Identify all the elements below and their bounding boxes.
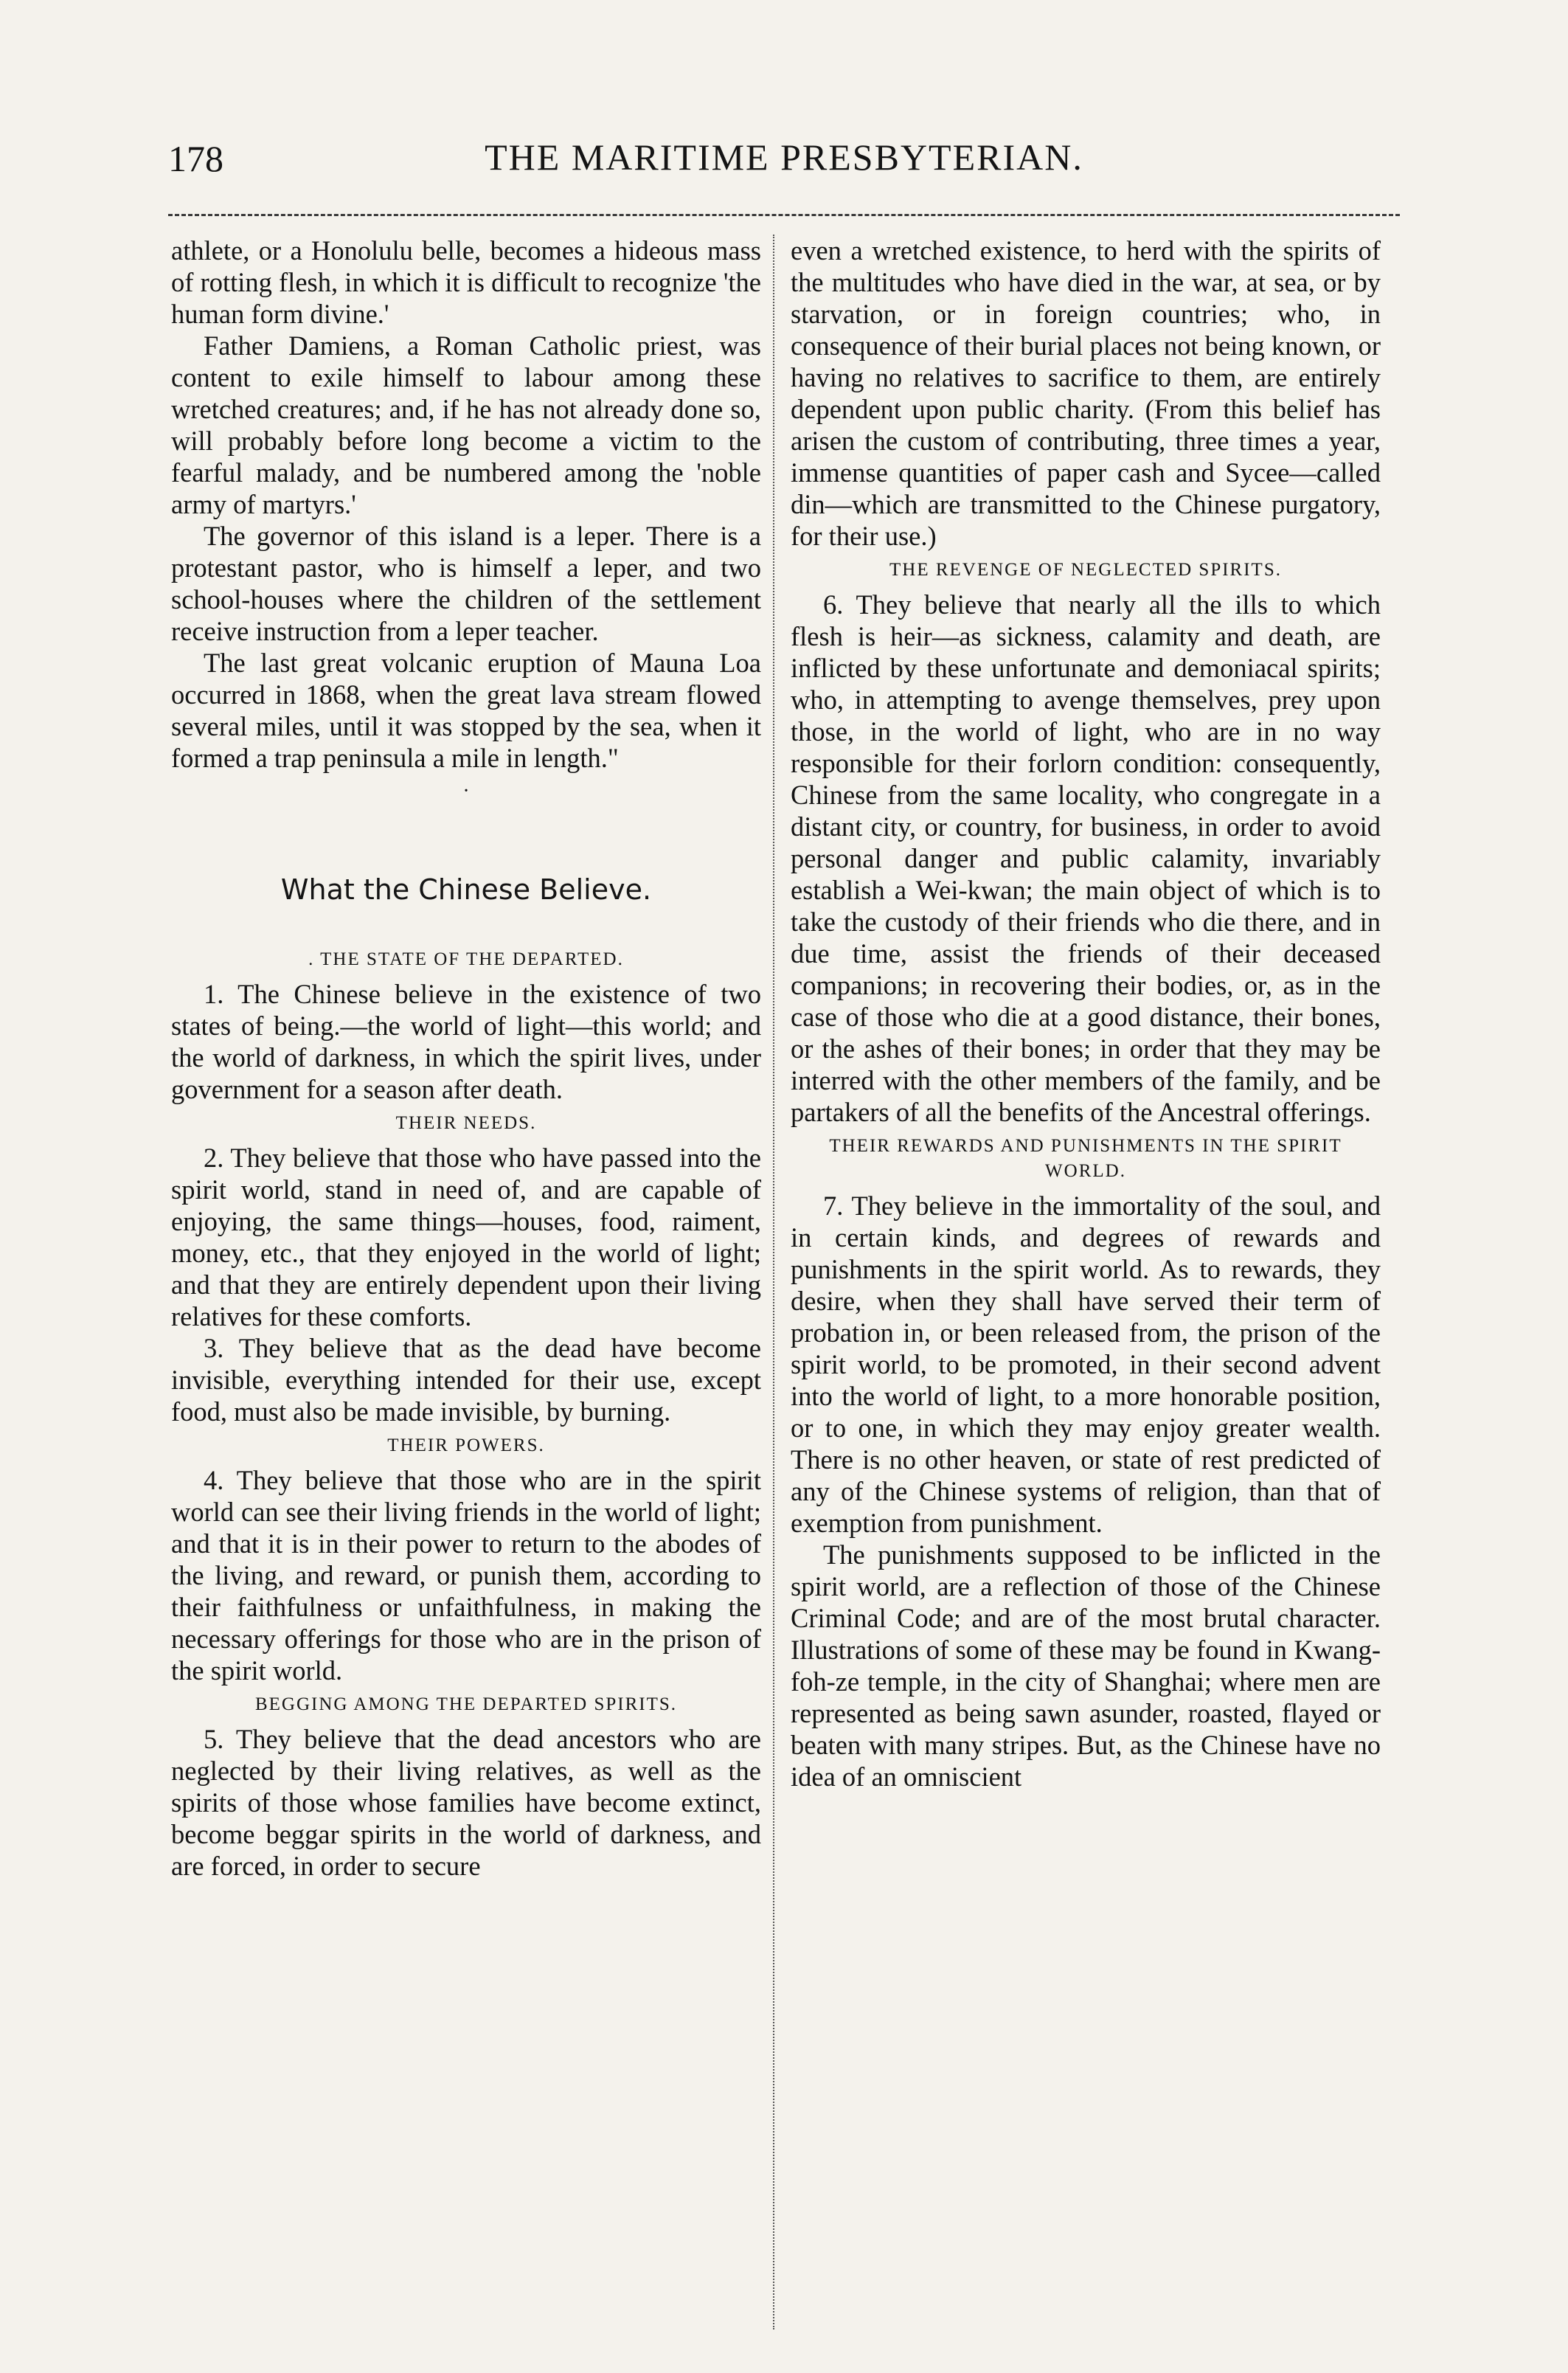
paragraph: 4. They believe that those who are in the spirit world can see their living friends in the world of light; and that it is in their power to return to the abodes of the living, and reward, or punish them, according to their faithfulness or unfaithfulness, in making the necessary offerings for those who are in the prison of the spirit world. <box>171 1465 761 1686</box>
paragraph: 5. They believe that the dead ancestors who are neglected by their living relatives, as well as the spirits of those whose families have become extinct, become beggar spirits in the world of darkness, and are forced, in order to secure <box>171 1724 761 1881</box>
subhead: . THE STATE OF THE DEPARTED. <box>308 949 624 969</box>
paragraph: Father Damiens, a Roman Catholic priest, was content to exile himself to labour among these wretched creatures; and, if he has not already done so, will probably before long become a victim to the fearful malady, and be numbered among the 'noble army of martyrs.' <box>171 330 761 519</box>
subhead: THE REVENGE OF NEGLECTED SPIRITS. <box>889 560 1282 580</box>
paragraph: The punishments supposed to be inflicted in the spirit world, are a reflection of those of the Chinese Criminal Code; and are of the most brutal character. Illustrations of some of these may be found in Kwang-foh-ze temple, in the city of Shanghai; where men are represented as being sawn asunder, roasted, flayed or beaten with many stripes. But, as the Chinese have no idea of an omniscient <box>791 1539 1381 1792</box>
paragraph: 6. They believe that nearly all the ills to which flesh is heir—as sickness, calamity and death, are inflicted by these unfortunate and demoniacal spirits; who, in attempting to avenge themselves, prey upon those, in the world of light, who are in no way responsible for their forlorn condition: consequently, Chinese from the same locality, who congregate in a distant city, or country, for business, in order to avoid personal danger and public calamity, invariably establish a Wei-kwan; the main object of which is to take the custody of their friends who die there, and in due time, assist the friends of their deceased companions; in recovering their bodies, or, as in the case of those who die at a good distance, their bones, or the ashes of their bones; in order that they may be interred with the other members of the family, and be partakers of all the benefits of the Ancestral offerings. <box>791 589 1381 1127</box>
running-title: THE MARITIME PRESBYTERIAN. <box>485 136 1083 178</box>
paragraph: The governor of this island is a leper. There is a protestant pastor, who is himself a leper, and two school-houses where the children of the settlement receive instruction from a leper teacher. <box>171 521 761 646</box>
page-header <box>168 131 1400 190</box>
paragraph: even a wretched existence, to herd with the spirits of the multitudes who have died in the war, at sea, or by starvation, or in foreign countries; who, in consequence of their burial places not being known, or having no relatives to sacrifice to them, are entirely dependent upon public charity. (From this belief has arisen the custom of contributing, three times a year, immense quantities of paper cash and Sycee—called din—which are transmitted to the Chinese purgatory, for their use.) <box>791 235 1381 551</box>
right-column <box>791 235 1381 1792</box>
subhead: THEIR REWARDS AND PUNISHMENTS IN THE SPIRIT WORLD. <box>829 1136 1342 1181</box>
column-rule <box>773 235 774 2329</box>
section-title: What the Chinese Believe. <box>280 873 652 906</box>
paragraph: 2. They believe that those who have passed into the spirit world, stand in need of, and are capable of enjoying, the same things—houses, food, raiment, money, etc., that they enjoyed in the world of light; and that they are entirely dependent upon their living relatives for these comforts. <box>171 1143 761 1331</box>
subhead: BEGGING AMONG THE DEPARTED SPIRITS. <box>254 1694 677 1714</box>
subhead: THEIR NEEDS. <box>395 1113 537 1133</box>
section-separator: · <box>462 780 470 803</box>
subhead: THEIR POWERS. <box>387 1435 545 1455</box>
paragraph: 7. They believe in the immortality of the soul, and in certain kinds, and degrees of rewards and punishments in the spirit world. As to rewards, they desire, when they shall have served their term of probation in, or been released from, the prison of the spirit world, to be promoted, in their second advent into the world of light, to a more honorable position, or to one, in which they may enjoy greater wealth. There is no other heaven, or state of rest predicted of any of the Chinese systems of religion, than that of exemption from punishment. <box>791 1191 1381 1538</box>
paragraph: 1. The Chinese believe in the existence of two states of being.—the world of light—this world; and the world of darkness, in which the spirit lives, under government for a season after death. <box>171 979 761 1104</box>
paragraph: athlete, or a Honolulu belle, becomes a hideous mass of rotting flesh, in which it is difficult to recognize 'the human form divine.' <box>171 235 761 329</box>
page-number: 178 <box>168 138 223 179</box>
left-column <box>171 235 761 1882</box>
header-rule <box>168 214 1400 216</box>
paragraph: 3. They believe that as the dead have become invisible, everything intended for their use, except food, must also be made invisible, by burning. <box>171 1333 761 1427</box>
paragraph: The last great volcanic eruption of Mauna Loa occurred in 1868, when the great lava stream flowed several miles, until it was stopped by the sea, when it formed a trap peninsula a mile in length." <box>171 648 761 773</box>
